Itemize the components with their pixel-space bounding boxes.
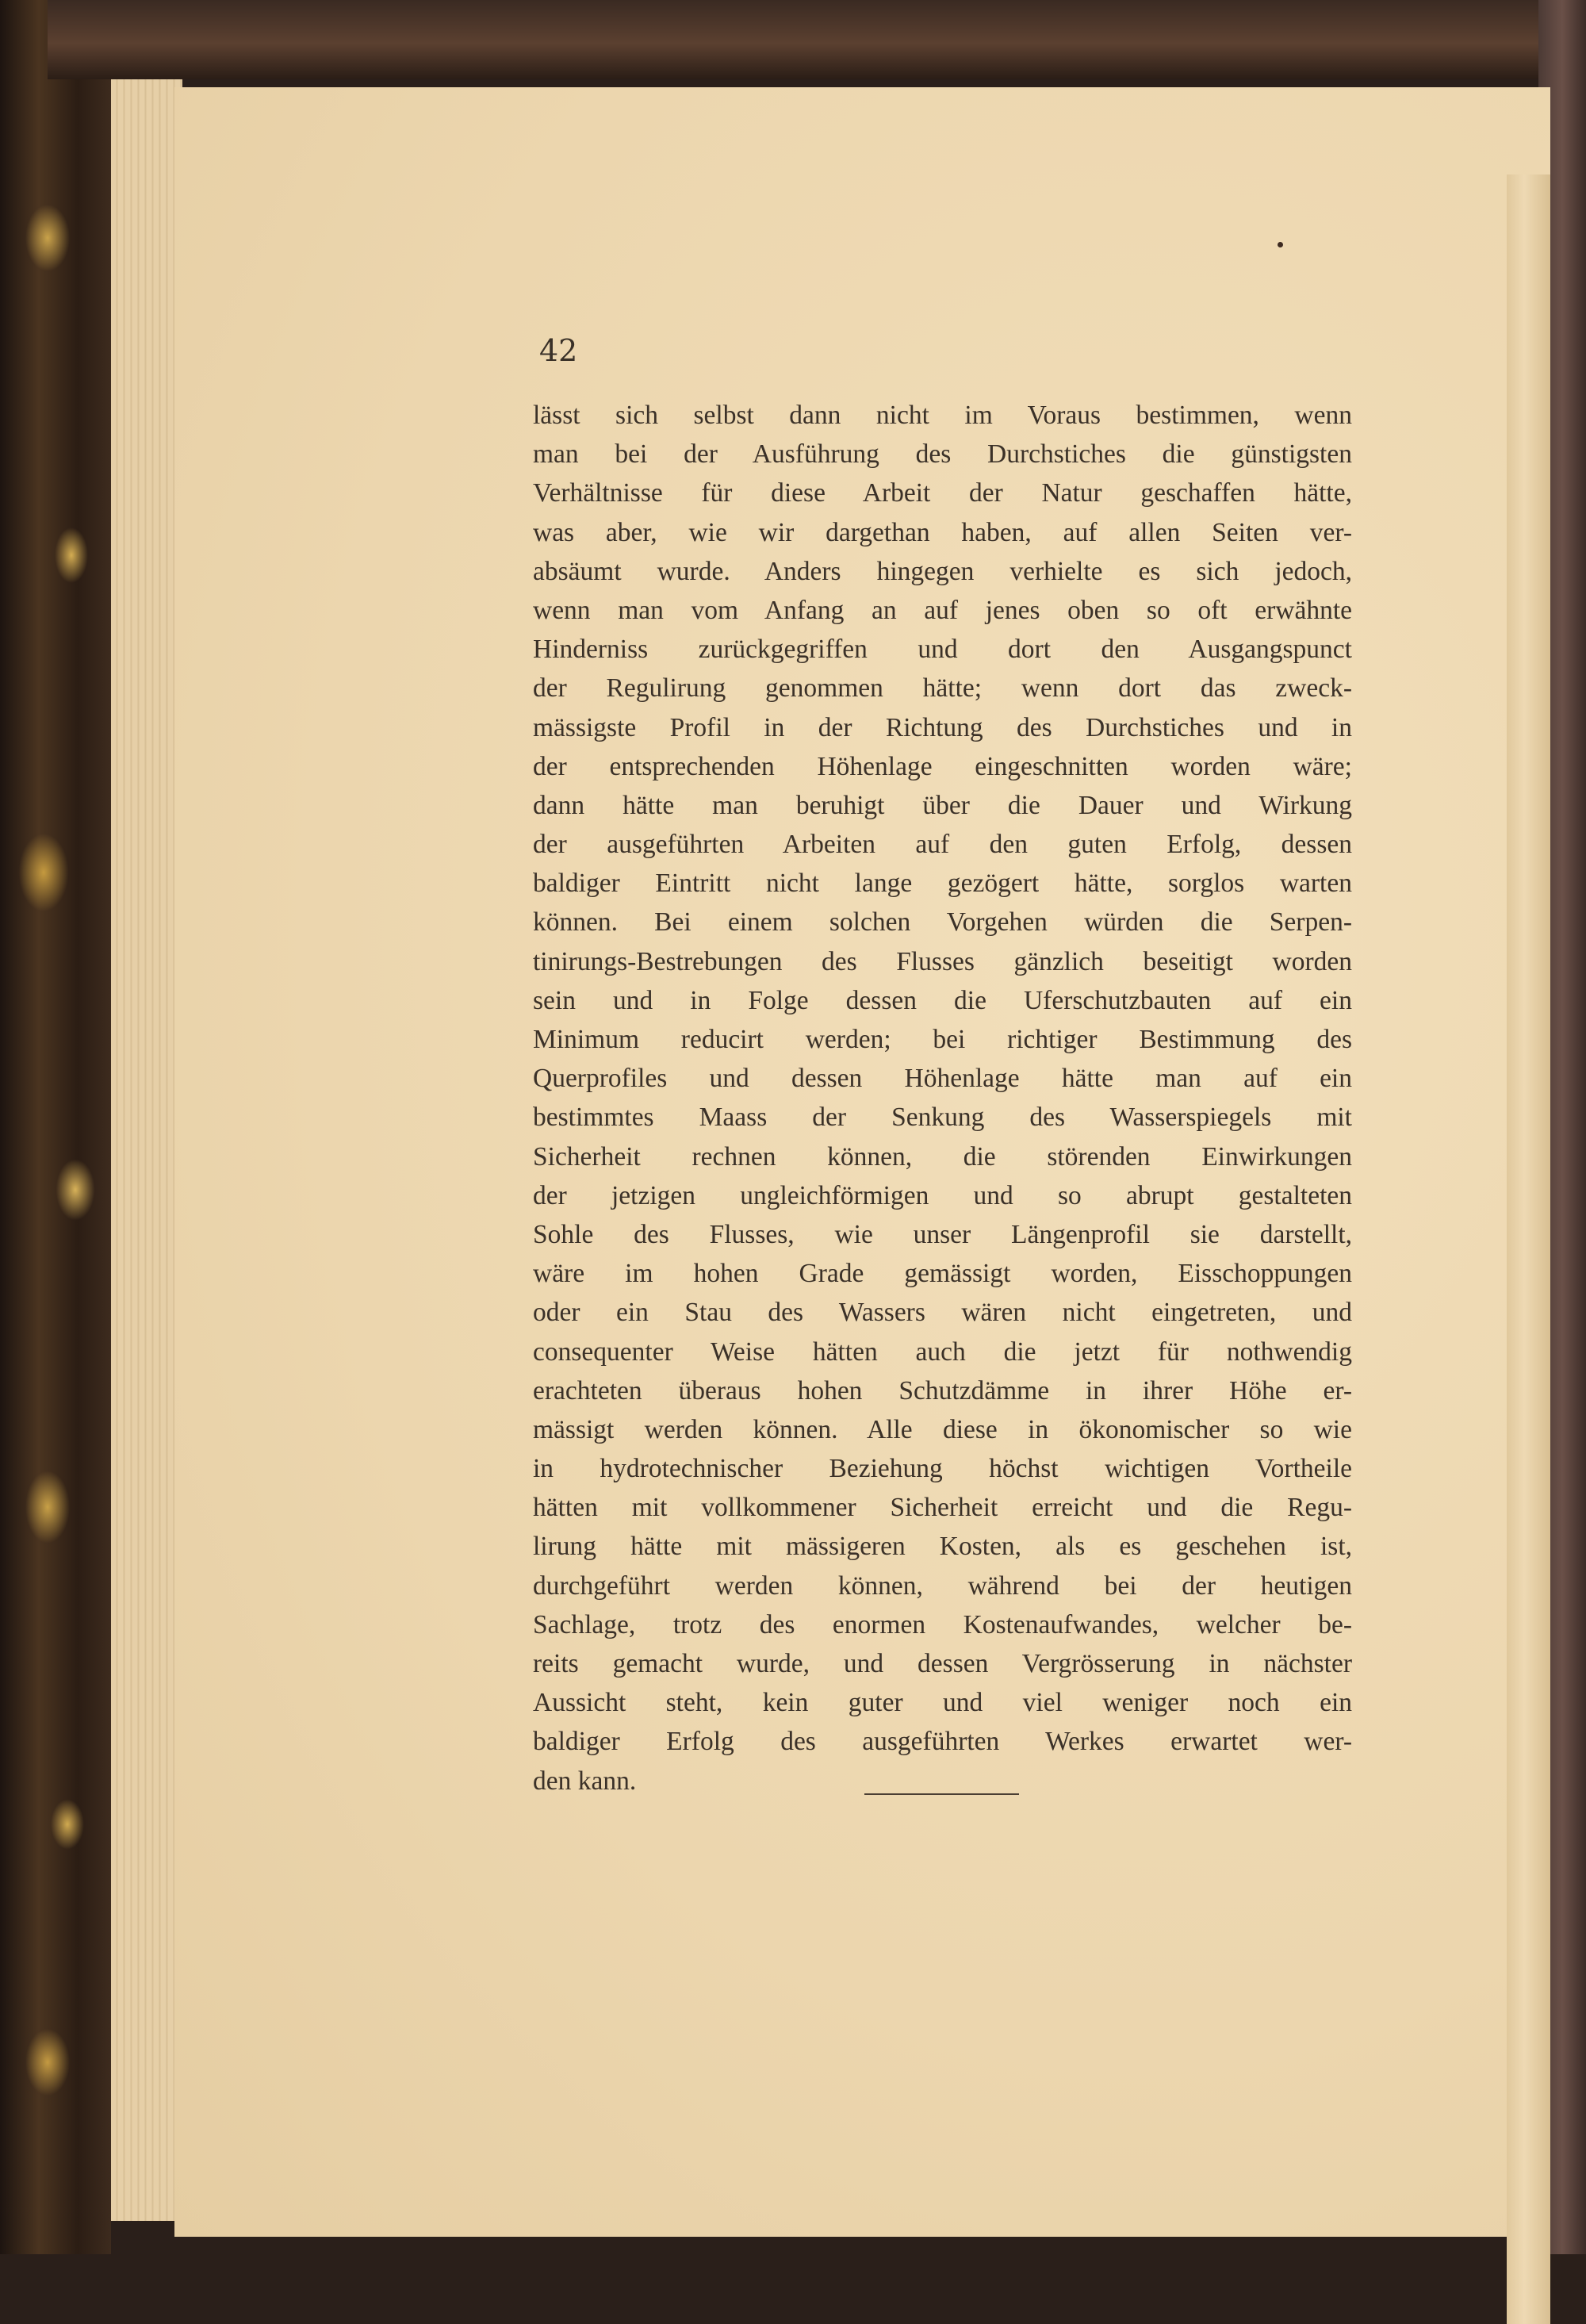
text-line: Minimum reducirt werden; bei richtiger Bestimmung des — [533, 1025, 1352, 1054]
text-line: mässigt werden können. Alle diese in ökonomischer so wie — [533, 1414, 1352, 1444]
text-line: Sohle des Flusses, wie unser Längenprofil sie darstellt, — [533, 1219, 1352, 1249]
text-line: der jetzigen ungleichförmigen und so abrupt gestalteten — [533, 1180, 1352, 1210]
book-cover-top-edge — [48, 0, 1554, 79]
text-line: Aussicht steht, kein guter und viel weniger noch ein — [533, 1688, 1352, 1718]
text-line: absäumt wurde. Anders hingegen verhielte es sich jedoch, — [533, 556, 1352, 586]
text-line: können. Bei einem solchen Vorgehen würden die Serpen- — [533, 907, 1352, 938]
page-fore-edge — [1507, 174, 1550, 2324]
text-line: erachteten überaus hohen Schutzdämme in ihrer Höhe er- — [533, 1375, 1352, 1406]
text-line: der ausgeführten Arbeiten auf den guten Erfolg, dessen — [533, 830, 1352, 860]
text-line: durchgeführt werden können, während bei der heutigen — [533, 1570, 1352, 1601]
text-line: bestimmtes Maass der Senkung des Wasserspiegels mit — [533, 1103, 1352, 1133]
text-line: Querprofiles und dessen Höhenlage hätte man auf ein — [533, 1064, 1352, 1094]
section-end-rule — [864, 1793, 1019, 1795]
body-text — [533, 396, 1352, 1801]
text-line: oder ein Stau des Wassers wären nicht eingetreten, und — [533, 1298, 1352, 1328]
text-line: der Regulirung genommen hätte; wenn dort das zweck- — [533, 673, 1352, 704]
text-line: in hydrotechnischer Beziehung höchst wichtigen Vortheile — [533, 1454, 1352, 1484]
text-line: sein und in Folge dessen die Uferschutzbauten auf ein — [533, 985, 1352, 1015]
text-line: lässt sich selbst dann nicht im Voraus bestimmen, wenn — [533, 401, 1352, 430]
text-line: Hinderniss zurückgegriffen und dort den Ausgangspunct — [533, 635, 1352, 665]
text-line: baldiger Erfolg des ausgeführten Werkes erwartet wer- — [533, 1727, 1352, 1757]
text-line: den kann. — [533, 1766, 637, 1796]
text-line: tinirungs-Bestrebungen des Flusses gänzlich beseitigt worden — [533, 946, 1352, 976]
text-line: dann hätte man beruhigt über die Dauer und Wirkung — [533, 790, 1352, 820]
text-line: wäre im hohen Grade gemässigt worden, Eisschoppungen — [533, 1259, 1352, 1289]
page-number: 42 — [539, 333, 578, 368]
text-line: Sicherheit rechnen können, die störenden Einwirkungen — [533, 1141, 1352, 1172]
text-line: was aber, wie wir dargethan haben, auf allen Seiten ver- — [533, 517, 1352, 547]
text-line: man bei der Ausführung des Durchstiches die günstigsten — [533, 439, 1352, 470]
text-line: hätten mit vollkommener Sicherheit erreicht und die Regu- — [533, 1493, 1352, 1523]
page-stack-edges — [111, 79, 182, 2221]
text-line: der entsprechenden Höhenlage eingeschnitten worden wäre; — [533, 751, 1352, 781]
ink-speck — [1278, 242, 1283, 247]
text-line: reits gemacht wurde, und dessen Vergrösserung in nächster — [533, 1649, 1352, 1678]
text-line: wenn man vom Anfang an auf jenes oben so oft erwähnte — [533, 595, 1352, 625]
text-line: baldiger Eintritt nicht lange gezögert hätte, sorglos warten — [533, 869, 1352, 899]
book-cover-left-edge — [0, 0, 111, 2254]
text-line: Verhältnisse für diese Arbeit der Natur geschaffen hätte, — [533, 478, 1352, 508]
text-line: lirung hätte mit mässigeren Kosten, als es geschehen ist, — [533, 1532, 1352, 1562]
text-line: consequenter Weise hätten auch die jetzt für nothwendig — [533, 1336, 1352, 1367]
text-line: mässigste Profil in der Richtung des Durchstiches und in — [533, 712, 1352, 742]
text-line: Sachlage, trotz des enormen Kostenaufwandes, welcher be- — [533, 1609, 1352, 1639]
